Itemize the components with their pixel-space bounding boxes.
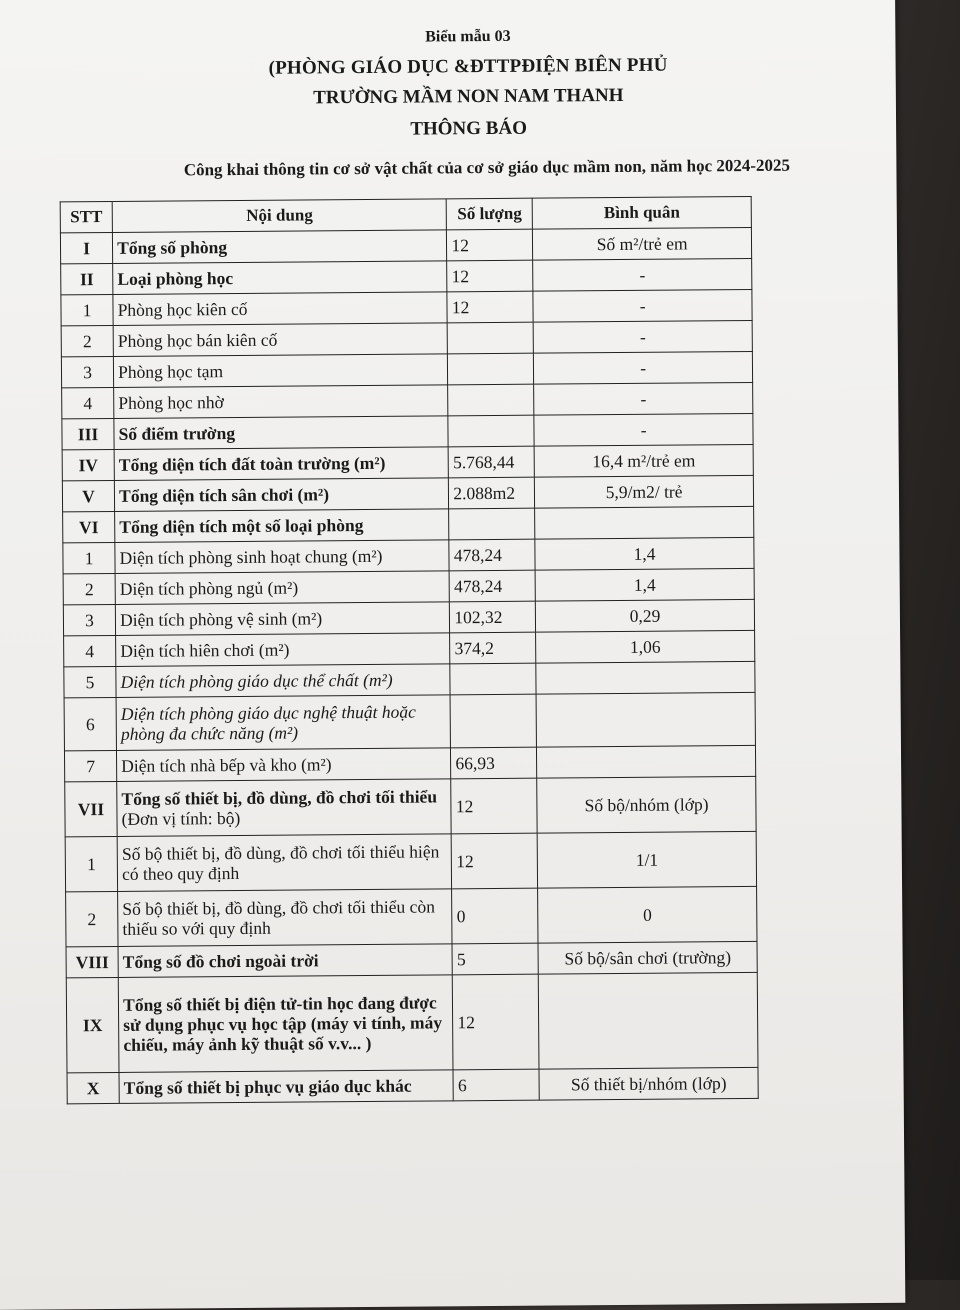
row-stt: 3 [63, 604, 115, 635]
row-content: Phòng học bán kiên cố [113, 323, 447, 357]
row-stt: 2 [63, 573, 115, 604]
form-label: Biểu mẫu 03 [425, 27, 511, 46]
row-average: 5,9/m2/ trẻ [535, 475, 754, 508]
row-content: Tổng số thiết bị điện tử-tin học đang được sử dụng phục vụ học tập (máy vi tính, máy chiếu, máy ảnh kỹ thuật số v.v... ) [118, 975, 453, 1073]
row-average: - [534, 413, 753, 446]
row-content: Tổng diện tích một số loại phòng [115, 509, 449, 543]
row-quantity: 478,24 [449, 539, 535, 571]
row-average [536, 661, 755, 694]
row-stt: 2 [61, 325, 113, 356]
row-quantity: 5 [452, 943, 538, 975]
row-content: Phòng học nhờ [114, 385, 448, 419]
table-row [67, 1067, 758, 1103]
row-stt: II [61, 263, 113, 294]
row-content: Diện tích hiên chơi (m²) [116, 633, 450, 667]
row-stt: 1 [63, 542, 115, 573]
row-quantity: 102,32 [450, 601, 536, 633]
row-stt: III [62, 418, 114, 449]
facilities-table [60, 196, 759, 1104]
row-content: Loại phòng học [113, 261, 447, 295]
row-content: Số điểm trường [114, 416, 448, 450]
row-content: Diện tích phòng ngủ (m²) [115, 571, 449, 605]
row-average: - [534, 351, 753, 384]
row-quantity [449, 508, 535, 540]
row-content: Số bộ thiết bị, đồ dùng, đồ chơi tối thiểu còn thiếu so với quy định [118, 889, 453, 947]
row-average: Số bộ/nhóm (lớp) [537, 776, 756, 833]
row-quantity: 478,24 [449, 570, 535, 602]
row-content: Diện tích phòng giáo dục nghệ thuật hoặc phòng đa chức năng (m²) [116, 695, 451, 751]
row-stt: 2 [66, 891, 119, 946]
row-stt: VIII [66, 946, 118, 977]
row-stt: 1 [65, 836, 118, 891]
row-quantity: 12 [452, 833, 538, 889]
row-average [538, 972, 758, 1069]
row-quantity: 12 [451, 778, 537, 834]
row-average: 1,4 [535, 568, 754, 601]
row-stt: VI [63, 511, 115, 542]
row-quantity: 66,93 [451, 747, 537, 779]
department-name: (PHÒNG GIÁO DỤC &ĐTTPĐIỆN BIÊN PHỦ [268, 54, 668, 79]
row-content: Tổng diện tích sân chơi (m²) [114, 478, 448, 512]
row-content: Diện tích nhà bếp và kho (m²) [117, 748, 451, 782]
row-average: Số thiết bị/nhóm (lớp) [539, 1067, 758, 1100]
table-row [65, 776, 756, 836]
row-average [537, 745, 756, 778]
row-quantity: 12 [447, 260, 533, 292]
row-stt: 4 [62, 387, 114, 418]
row-average [535, 506, 754, 539]
row-average: 1,06 [536, 630, 755, 663]
row-quantity: 6 [453, 1069, 539, 1101]
row-quantity: 12 [453, 974, 540, 1070]
row-stt: 4 [64, 635, 116, 666]
row-content-unit: (Đơn vị tính: bộ) [121, 807, 241, 829]
document-subtitle: Công khai thông tin cơ sở vật chất của cơ sở giáo dục mầm non, năm học 2024-2025 [183, 155, 791, 180]
row-average [536, 692, 755, 747]
col-average-header: Bình quân [532, 196, 751, 229]
row-content-bold: Tổng số thiết bị, đồ dùng, đồ chơi tối thiểu [121, 786, 438, 809]
row-average: - [533, 320, 752, 353]
row-stt: I [60, 232, 112, 263]
row-average: 1,4 [535, 537, 754, 570]
row-content: Phòng học kiên cố [113, 292, 447, 326]
row-average: - [534, 382, 753, 415]
row-stt: 3 [61, 356, 113, 387]
notice-title: THÔNG BÁO [410, 117, 528, 140]
row-content: Diện tích phòng vệ sinh (m²) [115, 602, 449, 636]
row-stt: IV [62, 449, 114, 480]
school-name: TRƯỜNG MẦM NON NAM THANH [313, 84, 624, 109]
row-average: - [533, 289, 752, 322]
row-average: - [533, 258, 752, 291]
table-row [64, 692, 755, 750]
row-content: Phòng học tạm [114, 354, 448, 388]
row-average: 0 [538, 886, 757, 943]
row-content: Tổng diện tích đất toàn trường (m²) [114, 447, 448, 481]
table-row [66, 886, 757, 946]
row-content: Diện tích phòng giáo dục thể chất (m²) [116, 664, 450, 698]
row-average: Số bộ/sân chơi (trường) [538, 941, 757, 974]
row-quantity [450, 694, 536, 748]
row-content [117, 779, 452, 837]
row-content: Tổng số đồ chơi ngoài trời [118, 944, 452, 978]
row-quantity: 5.768,44 [448, 446, 534, 478]
col-quantity-header: Số lượng [447, 198, 533, 230]
row-quantity [448, 384, 534, 416]
row-content: Diện tích phòng sinh hoạt chung (m²) [115, 540, 449, 574]
row-quantity: 12 [447, 291, 533, 323]
row-quantity [448, 322, 534, 354]
row-stt: X [67, 1072, 119, 1103]
row-stt: VII [65, 781, 118, 836]
row-quantity: 2.088m2 [449, 477, 535, 509]
row-content: Số bộ thiết bị, đồ dùng, đồ chơi tối thiểu hiện có theo quy định [117, 834, 452, 892]
row-stt: 5 [64, 666, 116, 697]
row-quantity [448, 415, 534, 447]
row-content: Tổng số thiết bị phục vụ giáo dục khác [119, 1070, 453, 1104]
table-row [65, 831, 756, 891]
row-stt: 7 [64, 750, 116, 781]
row-quantity [450, 663, 536, 695]
table-row [66, 972, 758, 1072]
col-stt-header: STT [60, 201, 112, 232]
row-average: 0,29 [536, 599, 755, 632]
row-stt: 1 [61, 294, 113, 325]
row-content: Tổng số phòng [113, 230, 447, 264]
row-quantity: 374,2 [450, 632, 536, 664]
row-quantity [448, 353, 534, 385]
row-average: 1/1 [537, 831, 756, 888]
row-stt: V [62, 480, 114, 511]
row-quantity: 12 [447, 229, 533, 261]
row-average: 16,4 m²/trẻ em [534, 444, 753, 477]
row-quantity: 0 [452, 888, 538, 944]
col-content-header: Nội dung [112, 199, 446, 233]
row-average: Số m²/trẻ em [533, 227, 752, 260]
row-stt: IX [66, 977, 119, 1072]
row-stt: 6 [64, 697, 117, 750]
